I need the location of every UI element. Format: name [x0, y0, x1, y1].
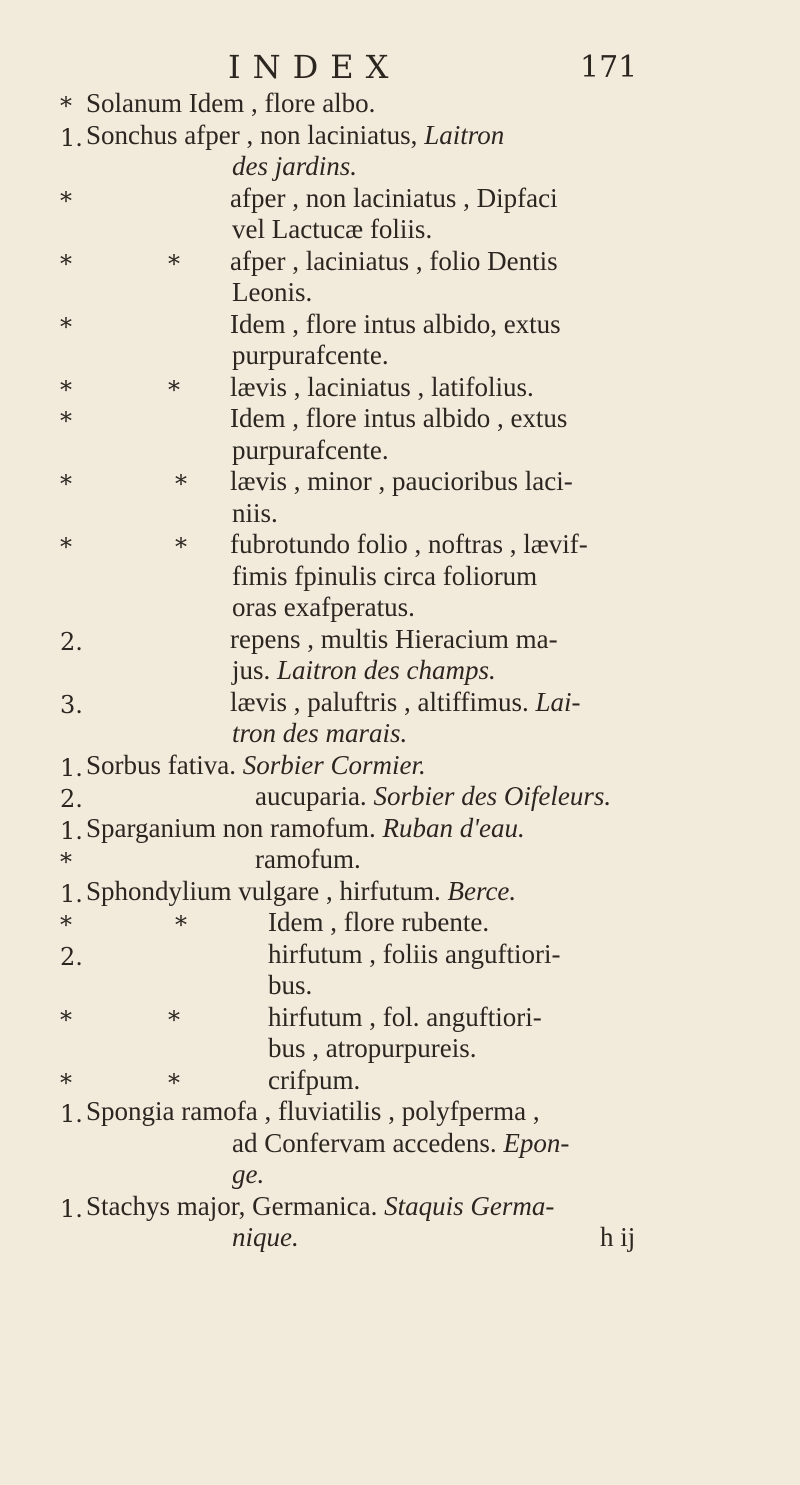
entry-text — [232, 1159, 264, 1190]
entry-label: Idem , flore rubente. — [268, 907, 490, 937]
french-name: Ruban d'eau. — [382, 812, 525, 843]
index-line — [0, 592, 800, 624]
entry-text — [268, 1065, 360, 1096]
entry-label: ad Confervam accedens. — [232, 1127, 497, 1158]
french-name: Laitron des champs. — [277, 655, 496, 685]
index-line — [0, 655, 800, 687]
entry-text — [86, 750, 426, 781]
entry-label: crifpum. — [268, 1064, 361, 1095]
entry-label: Sparganium non ramofum. — [86, 812, 376, 843]
entry-marker: 2. — [60, 942, 83, 971]
entry-text — [268, 1033, 476, 1064]
entry-marker: * — [60, 911, 72, 939]
entry-marker: * — [60, 1005, 72, 1034]
entry-text — [86, 1096, 540, 1127]
entry-label: Solanum Idem , flore albo. — [86, 88, 376, 118]
index-line — [0, 529, 800, 561]
entry-text — [230, 183, 558, 214]
entry-label: Stachys major, Germanica. — [86, 1190, 378, 1221]
entry-text — [232, 340, 389, 371]
entry-label: Leonis. — [232, 277, 313, 307]
index-line — [0, 277, 800, 309]
entry-text — [232, 498, 278, 529]
entry-text — [86, 88, 375, 119]
entry-marker-secondary: * — [168, 249, 180, 278]
index-line — [0, 340, 800, 372]
entry-text — [86, 813, 525, 844]
entry-marker: 1. — [60, 1100, 83, 1128]
index-line — [0, 970, 800, 1002]
entry-text — [230, 529, 588, 560]
entry-label: lævis , minor , paucioribus laci- — [230, 466, 573, 496]
entry-text — [232, 718, 407, 749]
entry-marker-secondary: * — [168, 375, 180, 404]
french-name: ge. — [232, 1159, 265, 1189]
entry-marker: 1. — [60, 816, 83, 845]
entry-marker: * — [60, 186, 72, 215]
entry-marker-secondary: * — [175, 470, 187, 498]
entry-label: afper , non laciniatus , Dipfaci — [230, 182, 558, 213]
french-name: tron des marais. — [232, 718, 408, 748]
signature-mark: h ij — [600, 1222, 636, 1252]
entry-text — [86, 120, 504, 151]
entry-marker: * — [60, 92, 72, 120]
french-name: Laitron — [424, 119, 505, 150]
index-line — [0, 1128, 800, 1160]
index-line — [0, 435, 800, 467]
entry-text — [232, 655, 496, 686]
entry-label: ramofum. — [255, 844, 361, 874]
index-line — [0, 781, 800, 813]
entry-text — [230, 372, 534, 403]
running-title: INDEX — [228, 48, 401, 86]
entry-marker: 2. — [60, 785, 83, 813]
french-name: Staquis Germa- — [384, 1190, 555, 1221]
french-name: Sorbier des Oifeleurs. — [373, 781, 612, 811]
index-line — [0, 214, 800, 246]
entry-label: jus. — [232, 655, 271, 685]
entry-marker: * — [60, 1068, 72, 1097]
entry-label: hirfutum , foliis anguftiori- — [268, 938, 561, 969]
entry-text — [86, 876, 516, 907]
entry-marker-secondary: * — [175, 911, 187, 939]
entry-marker: 3. — [60, 690, 83, 719]
index-line — [0, 813, 800, 845]
entry-label: Idem , flore intus albido, extus — [230, 308, 561, 339]
index-line — [0, 1002, 800, 1034]
entry-label: vel Lactucæ foliis. — [232, 214, 433, 244]
entry-text — [232, 1222, 299, 1253]
index-line — [0, 1159, 800, 1191]
entry-marker: * — [60, 312, 72, 341]
entry-marker: * — [60, 249, 72, 278]
entry-text — [268, 907, 489, 938]
entry-text — [232, 1128, 569, 1159]
entry-label: Idem , flore intus albido , extus — [230, 403, 568, 433]
entry-label: repens , multis Hieracium ma- — [230, 623, 558, 654]
index-line — [0, 1191, 800, 1223]
french-name: des jardins. — [232, 151, 358, 181]
entry-text — [232, 277, 312, 308]
entry-label: Sonchus afper , non laciniatus, — [86, 119, 418, 150]
entry-text — [232, 592, 415, 623]
index-line — [0, 624, 800, 656]
entry-marker: 1. — [60, 1194, 83, 1223]
index-line — [0, 1065, 800, 1097]
index-line — [0, 246, 800, 278]
index-line — [0, 466, 800, 498]
entry-text — [268, 939, 560, 970]
index-line — [0, 120, 800, 152]
french-name: Berce. — [447, 875, 517, 906]
entry-marker: 1. — [60, 123, 83, 152]
entry-label: bus , atropurpureis. — [268, 1033, 477, 1063]
entry-marker: * — [60, 848, 72, 876]
entry-text — [230, 246, 558, 277]
index-line — [0, 1222, 800, 1254]
entry-label: niis. — [232, 497, 278, 528]
entry-label: hirfutum , fol. anguftiori- — [268, 1001, 542, 1032]
index-line — [0, 498, 800, 530]
entry-text — [255, 844, 361, 875]
entry-text — [255, 781, 611, 812]
entry-marker: * — [60, 407, 72, 435]
entry-marker-secondary: * — [168, 1005, 180, 1034]
entry-text — [230, 687, 581, 718]
entry-label: aucuparia. — [255, 781, 367, 811]
entry-label: purpurafcente. — [232, 340, 389, 370]
entry-label: Sorbus fativa. — [86, 749, 236, 780]
page-header — [0, 48, 800, 88]
entry-marker-secondary: * — [175, 533, 187, 561]
entry-marker: 1. — [60, 879, 83, 908]
entry-label: lævis , paluftris , altiffimus. — [230, 686, 529, 717]
entry-text — [232, 561, 537, 592]
entry-text — [268, 970, 312, 1001]
entry-label: bus. — [268, 970, 313, 1000]
entry-label: Spongia ramofa , fluviatilis , polyfperma , — [86, 1096, 540, 1126]
entry-marker-secondary: * — [168, 1068, 180, 1097]
entry-label: fubrotundo folio , noftras , lævif- — [230, 529, 588, 559]
entry-text — [232, 435, 389, 466]
entry-text — [230, 624, 558, 655]
french-name: Lai- — [535, 686, 581, 717]
entry-label: Sphondylium vulgare , hirfutum. — [86, 875, 441, 906]
index-line — [0, 907, 800, 939]
entry-text — [230, 466, 573, 497]
index-line — [0, 561, 800, 593]
entry-text — [230, 309, 561, 340]
index-line — [0, 151, 800, 183]
page-number: 171 — [580, 50, 638, 85]
index-line — [0, 1033, 800, 1065]
entry-text — [86, 1191, 554, 1222]
entry-text — [232, 214, 432, 245]
index-line — [0, 876, 800, 908]
french-name: Epon- — [503, 1127, 570, 1158]
index-line — [0, 939, 800, 971]
index-line — [0, 750, 800, 782]
index-line — [0, 88, 800, 120]
entry-text — [232, 151, 357, 182]
index-entries — [0, 88, 800, 1254]
entry-label: oras exafperatus. — [232, 592, 415, 622]
entry-label: fimis fpinulis circa foliorum — [232, 560, 538, 591]
index-line — [0, 372, 800, 404]
index-line — [0, 718, 800, 750]
entry-text — [268, 1002, 542, 1033]
entry-label: purpurafcente. — [232, 434, 389, 465]
index-line — [0, 687, 800, 719]
index-line — [0, 309, 800, 341]
entry-text — [230, 403, 567, 434]
french-name: Sorbier Cormier. — [242, 749, 426, 780]
entry-label: lævis , laciniatus , latifolius. — [230, 371, 534, 402]
french-name: nique. — [232, 1222, 299, 1252]
entry-marker: 1. — [60, 753, 83, 782]
entry-label: afper , laciniatus , folio Dentis — [230, 245, 558, 276]
entry-marker: * — [60, 375, 72, 404]
index-line — [0, 844, 800, 876]
entry-marker: * — [60, 470, 72, 498]
index-line — [0, 1096, 800, 1128]
entry-marker: * — [60, 533, 72, 561]
index-line — [0, 183, 800, 215]
index-line — [0, 403, 800, 435]
entry-marker: 2. — [60, 627, 83, 656]
